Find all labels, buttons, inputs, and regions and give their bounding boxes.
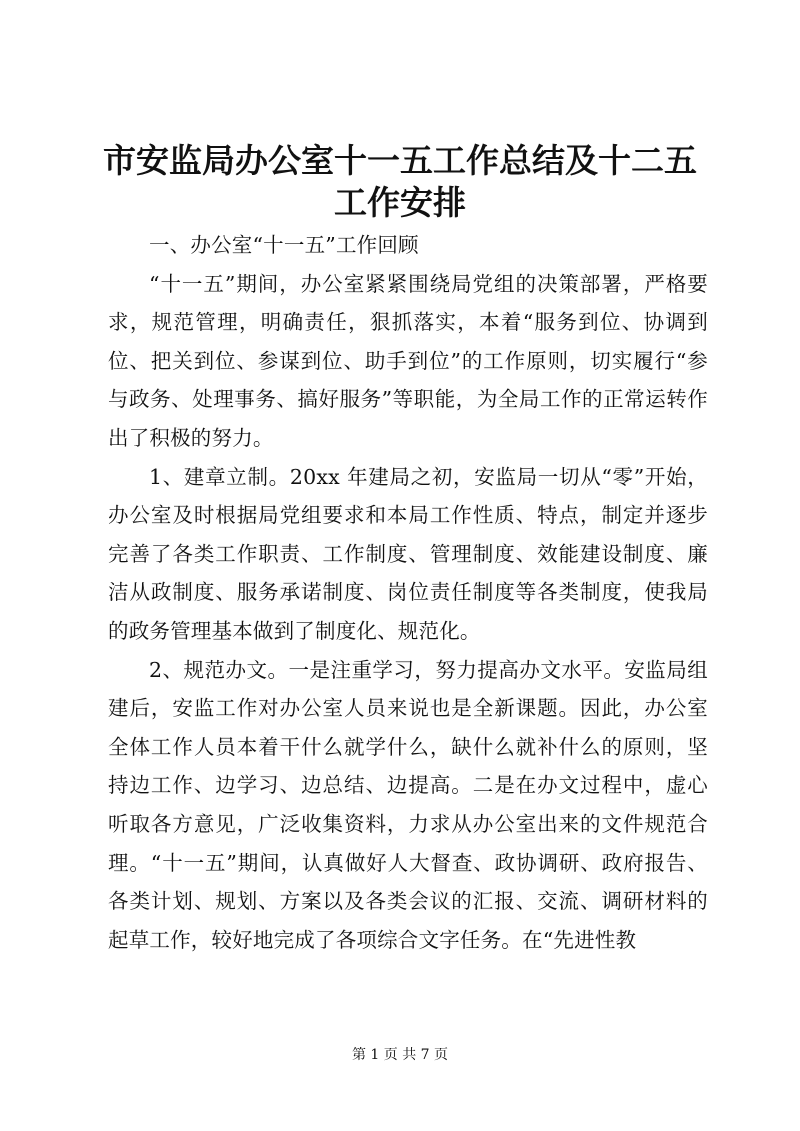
section-heading: 一、办公室“十一五”工作回顾 (149, 233, 419, 257)
paragraph-rules: 1、建章立制。20xx 年建局之初，安监局一切从“零”开始，办公室及时根据局党组要求和本局工作性质、特点，制定并逐步完善了各类工作职责、工作制度、管理制度、效能建设制度、廉洁从政制度、服务承诺制度、岗位责任制度等各类制度，使我局的政务管理基本做到了制度化、规范化。 (108, 464, 708, 643)
page-footer (0, 1046, 800, 1064)
paragraph-overview: “十一五”期间，办公室紧紧围绕局党组的决策部署，严格要求，规范管理，明确责任，狠抓落实，本着“服务到位、协调到位、把关到位、参谋到位、助手到位”的工作原则，切实履行“参与政务、处理事务、搞好服务”等职能，为全局工作的正常运转作出了积极的努力。 (108, 271, 708, 450)
page-indicator: 第 1 页 共 7 页 (351, 1047, 449, 1063)
document-body (108, 226, 708, 959)
document-title: 市安监局办公室十一五工作总结及十二五工作安排 (103, 141, 697, 222)
paragraph-documents: 2、规范办文。一是注重学习，努力提高办文水平。安监局组建后，安监工作对办公室人员来说也是全新课题。因此，办公室全体工作人员本着干什么就学什么，缺什么就补什么的原则，坚持边工作、边学习、边总结、边提高。二是在办文过程中，虚心听取各方意见，广泛收集资料，力求从办公室出来的文件规范合理。“十一五”期间，认真做好人大督查、政协调研、政府报告、各类计划、规划、方案以及各类会议的汇报、交流、调研材料的起草工作，较好地完成了各项综合文字任务。在“先进性教 (108, 657, 708, 952)
